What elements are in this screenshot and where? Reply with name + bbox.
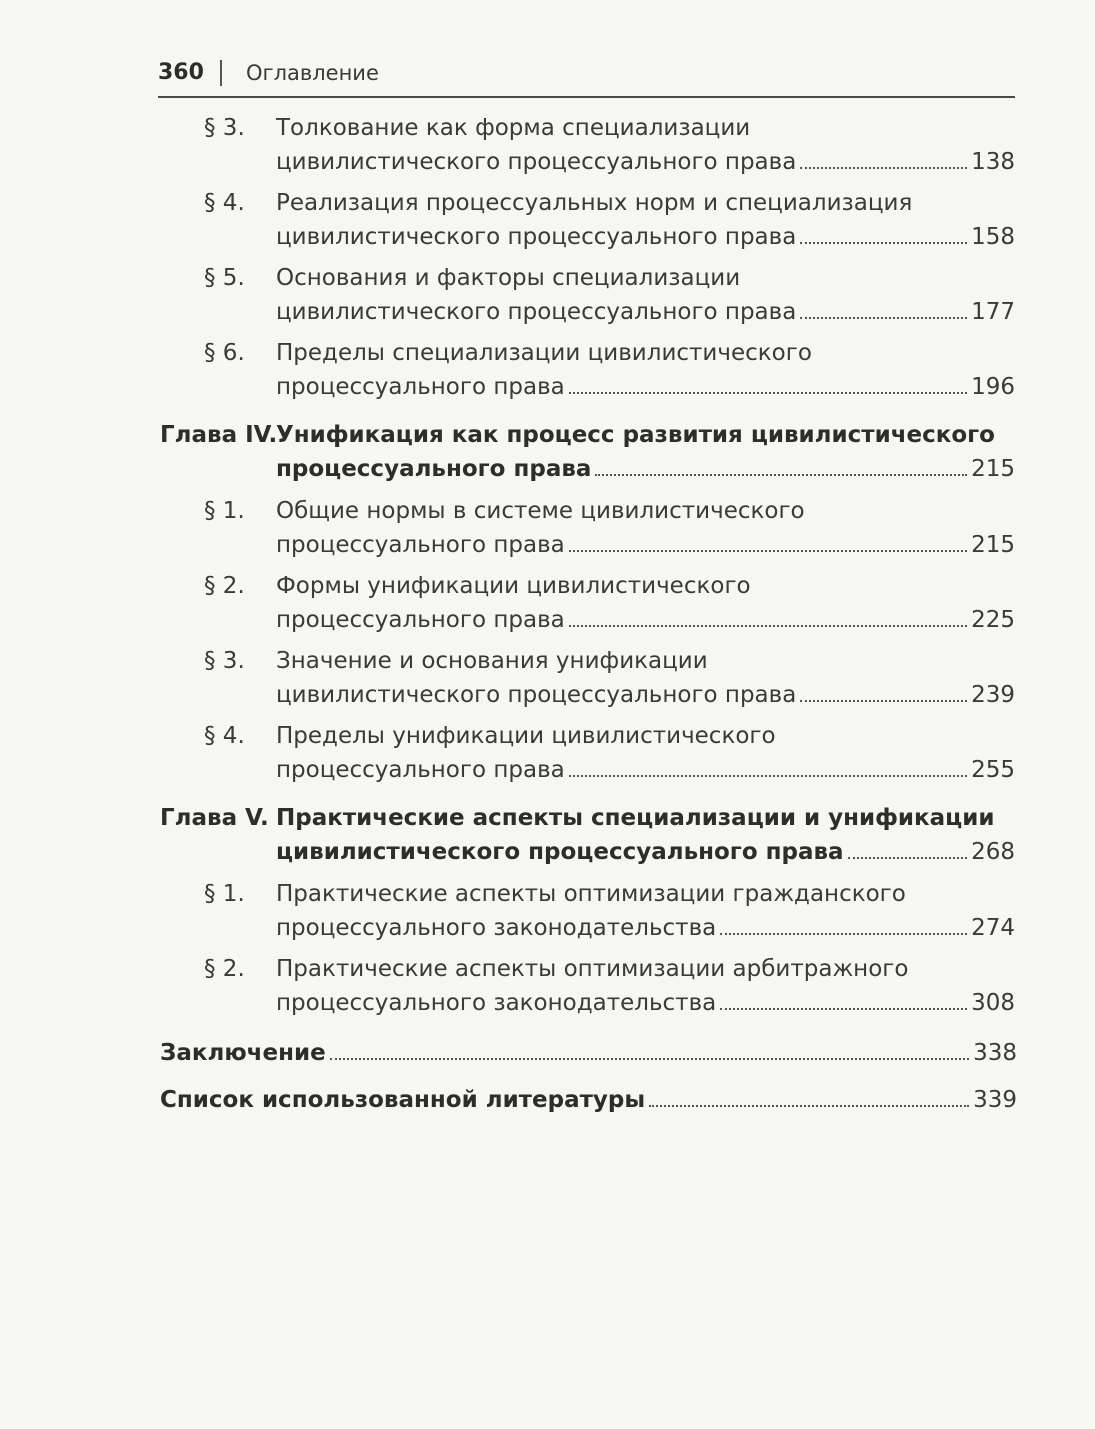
entry-page: 215 [971, 456, 1015, 482]
entry-title-line1: Практические аспекты оптимизации арбитражного [276, 956, 909, 982]
entry-page: 196 [971, 374, 1015, 400]
entry-title-line1: Унификация как процесс развития цивилистического [276, 422, 995, 448]
entry-title-line1: Значение и основания унификации [276, 648, 708, 674]
dot-leader [800, 317, 967, 319]
dot-leader [569, 775, 967, 777]
header-divider [220, 60, 222, 86]
chapter-number: Глава V. [160, 805, 269, 831]
running-title: Оглавление [246, 61, 379, 85]
dot-leader [330, 1058, 969, 1060]
entry-page: 239 [971, 682, 1015, 708]
section-number: § 3. [204, 115, 245, 141]
entry-title: Список использованной литературы [160, 1087, 646, 1113]
entry-title-line2: процессуального законодательства [276, 990, 717, 1016]
entry-page: 268 [971, 839, 1015, 865]
dot-leader [720, 933, 967, 935]
section-number: § 6. [204, 340, 245, 366]
entry-page: 177 [971, 299, 1015, 325]
entry-title-line2: процессуального права [276, 532, 565, 558]
entry-page: 338 [973, 1040, 1017, 1066]
dot-leader [569, 625, 967, 627]
entry-title-line2: процессуального права [276, 456, 592, 482]
entry-title-line2: цивилистического процессуального права [276, 299, 797, 325]
section-number: § 5. [204, 265, 245, 291]
entry-page: 158 [971, 224, 1015, 250]
entry-title-line1: Толкование как форма специализации [276, 115, 751, 141]
dot-leader [800, 700, 967, 702]
section-number: § 2. [204, 573, 245, 599]
entry-title-line1: Практические аспекты специализации и унификации [276, 805, 995, 831]
section-number: § 4. [204, 723, 245, 749]
dot-leader [595, 474, 967, 476]
entry-title-line1: Основания и факторы специализации [276, 265, 741, 291]
entry-page: 255 [971, 757, 1015, 783]
entry-page: 339 [973, 1087, 1017, 1113]
dot-leader [848, 857, 968, 859]
entry-title-line2: процессуального права [276, 374, 565, 400]
running-header [158, 58, 1015, 98]
entry-title-line2: цивилистического процессуального права [276, 839, 844, 865]
page-number: 360 [158, 60, 204, 85]
dot-leader [800, 167, 967, 169]
section-number: § 1. [204, 498, 245, 524]
entry-title-line1: Реализация процессуальных норм и специализация [276, 190, 913, 216]
entry-title-line1: Пределы унификации цивилистического [276, 723, 776, 749]
dot-leader [569, 392, 967, 394]
entry-title-line1: Формы унификации цивилистического [276, 573, 751, 599]
dot-leader [649, 1105, 969, 1107]
entry-title-line2: процессуального законодательства [276, 915, 717, 941]
section-number: § 3. [204, 648, 245, 674]
section-number: § 2. [204, 956, 245, 982]
dot-leader [569, 550, 967, 552]
dot-leader [720, 1008, 967, 1010]
entry-title-line2: процессуального права [276, 757, 565, 783]
entry-page: 274 [971, 915, 1015, 941]
entry-title-line2: цивилистического процессуального права [276, 149, 797, 175]
entry-title-line1: Общие нормы в системе цивилистического [276, 498, 805, 524]
entry-title-line1: Пределы специализации цивилистического [276, 340, 812, 366]
dot-leader [800, 242, 967, 244]
entry-title: Заключение [160, 1040, 326, 1066]
entry-page: 138 [971, 149, 1015, 175]
section-number: § 1. [204, 881, 245, 907]
entry-page: 215 [971, 532, 1015, 558]
entry-page: 225 [971, 607, 1015, 633]
entry-title-line2: процессуального права [276, 607, 565, 633]
entry-title-line2: цивилистического процессуального права [276, 682, 797, 708]
entry-page: 308 [971, 990, 1015, 1016]
entry-title-line2: цивилистического процессуального права [276, 224, 797, 250]
section-number: § 4. [204, 190, 245, 216]
chapter-number: Глава IV. [160, 422, 278, 448]
entry-title-line1: Практические аспекты оптимизации гражданского [276, 881, 906, 907]
